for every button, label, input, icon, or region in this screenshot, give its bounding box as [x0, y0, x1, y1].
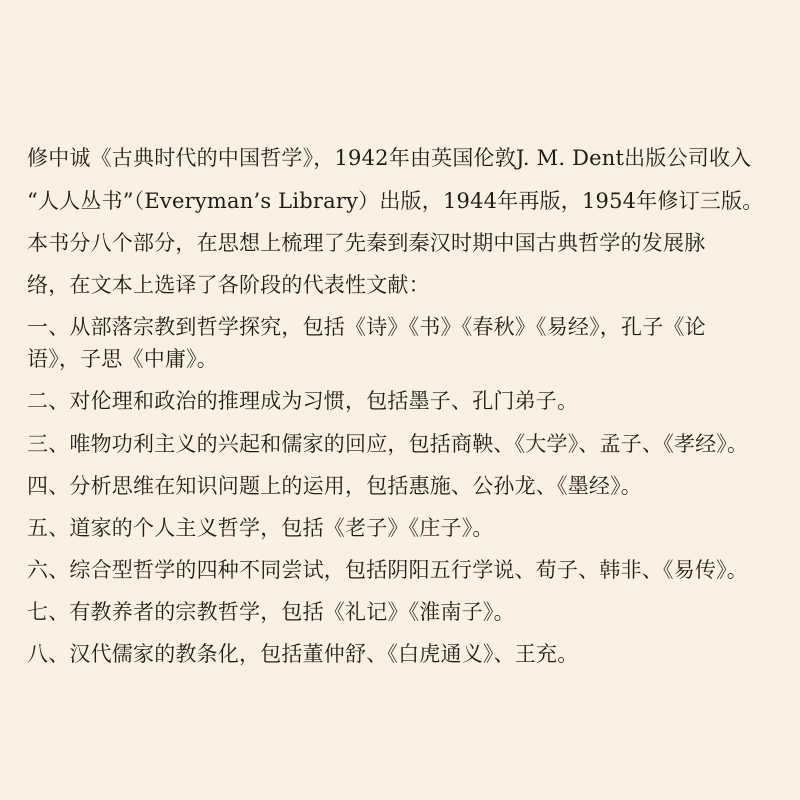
intro-line-2: “人人丛书”（Everyman’s Library）出版，1944年再版，1954年修订三版。 — [27, 189, 764, 213]
part-one-line-2: 语》，子思《中庸》。 — [27, 347, 218, 371]
part-five: 五、道家的个人主义哲学，包括《老子》《庄子》。 — [27, 516, 494, 540]
part-three: 三、唯物功利主义的兴起和儒家的回应，包括商鞅、《大学》、孟子、《孝经》。 — [27, 432, 749, 456]
summary-line-2: 络，在文本上选译了各阶段的代表性文献： — [27, 273, 430, 297]
part-four: 四、分析思维在知识问题上的运用，包括惠施、公孙龙、《墨经》。 — [27, 474, 642, 498]
part-eight: 八、汉代儒家的教条化，包括董仲舒、《白虎通义》、王充。 — [27, 642, 579, 666]
part-two: 二、对伦理和政治的推理成为习惯，包括墨子、孔门弟子。 — [27, 389, 579, 413]
part-six: 六、综合型哲学的四种不同尝试，包括阴阳五行学说、荀子、韩非、《易传》。 — [27, 558, 748, 582]
part-one-line-1: 一、从部落宗教到哲学探究，包括《诗》《书》《春秋》《易经》，孔子《论 — [27, 315, 706, 339]
part-seven: 七、有教养者的宗教哲学，包括《礼记》《淮南子》。 — [27, 600, 515, 624]
summary-line-1: 本书分八个部分，在思想上梳理了先秦到秦汉时期中国古典哲学的发展脉 — [27, 231, 706, 255]
intro-line-1: 修中诚《古典时代的中国哲学》，1942年由英国伦敦J. M. Dent出版公司收入 — [27, 146, 752, 170]
